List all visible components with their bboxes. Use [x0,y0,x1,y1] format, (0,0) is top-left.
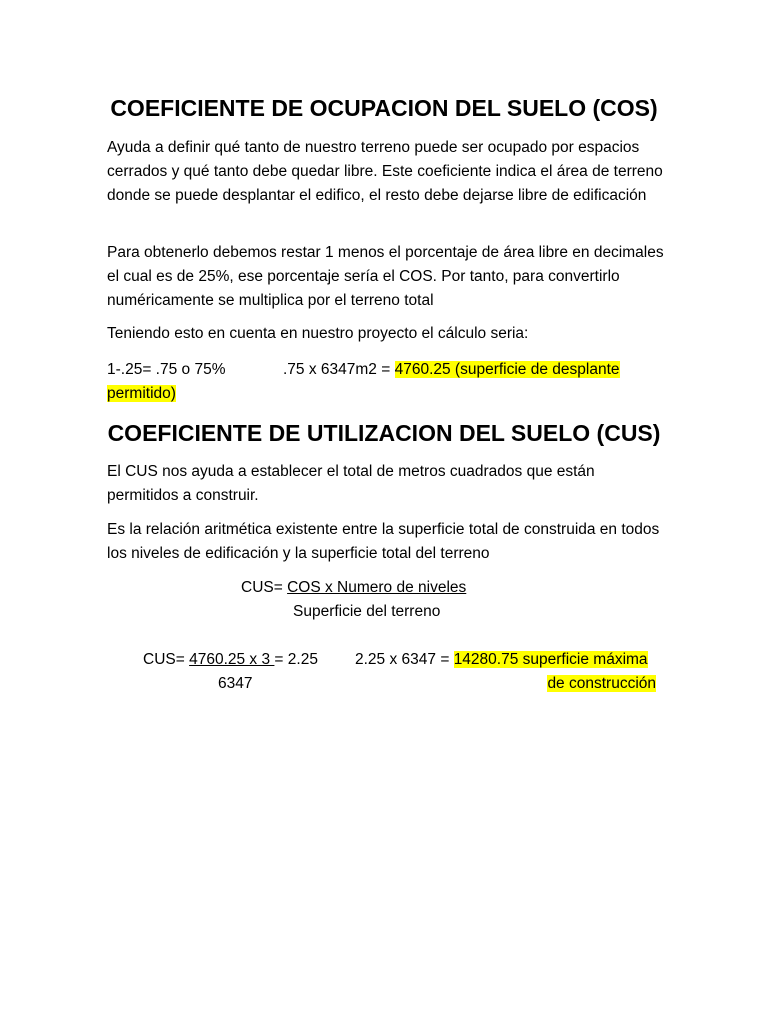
cus-calc-label: CUS= [143,651,190,668]
cus-calc-equals: = 2.25 [274,651,318,668]
cus-title: COEFICIENTE DE UTILIZACION DEL SUELO (CUS) [107,420,661,446]
cus-formula-denominator: Superficie del terreno [293,603,441,620]
cus-paragraph-definition: El CUS nos ayuda a establecer el total de metros cuadrados que están permitidos a construir. [107,463,595,504]
cus-formula-label: CUS= [241,579,288,596]
cus-calc-numerator: 4760.25 x 3 [189,651,275,668]
cus-calc-surface [355,648,648,672]
cos-paragraph-method: Para obtenerlo debemos restar 1 menos el porcentaje de área libre en decimales el cual es de 25%, ese porcentaje sería el COS. Por tanto, para convertirlo numéricamente se multiplica por el terreno total [107,244,664,309]
cus-result-highlight: 14280.75 superficie máxima [453,651,648,668]
cus-result-continuation [547,672,656,696]
cos-calc-expression: .75 x 6347m2 = [283,361,395,378]
cos-result-highlight: 4760.25 (superficie de desplante [394,361,620,378]
cus-formula-numerator-line [241,576,466,600]
cus-calc-expression: 2.25 x 6347 = [355,651,454,668]
cus-paragraph-relation: Es la relación aritmética existente entre la superficie total de construida en todos los niveles de edificación y la superficie total del terreno [107,521,660,562]
cos-paragraph-definition: Ayuda a definir qué tanto de nuestro terreno puede ser ocupado por espacios cerrados y qué tanto debe quedar libre. Este coeficiente indica el área de terreno donde se puede desplantar el edifico, el resto debe dejarse libre de edificación [107,139,663,204]
cos-result-continuation [107,382,176,406]
cos-calc-percentage: 1-.25= .75 o 75% [107,361,226,378]
cos-paragraph-intro-calc: Teniendo esto en cuenta en nuestro proyecto el cálculo seria: [107,325,529,342]
cos-title: COEFICIENTE DE OCUPACION DEL SUELO (COS) [110,95,658,121]
cus-calc-denominator: 6347 [218,675,253,692]
cos-calc-surface [283,358,620,382]
cus-calc-numerator-line [143,648,318,672]
cus-formula-numerator: COS x Numero de niveles [287,579,467,596]
cus-result-highlight-2: de construcción [547,675,656,692]
cos-result-highlight-2: permitido) [107,385,176,402]
